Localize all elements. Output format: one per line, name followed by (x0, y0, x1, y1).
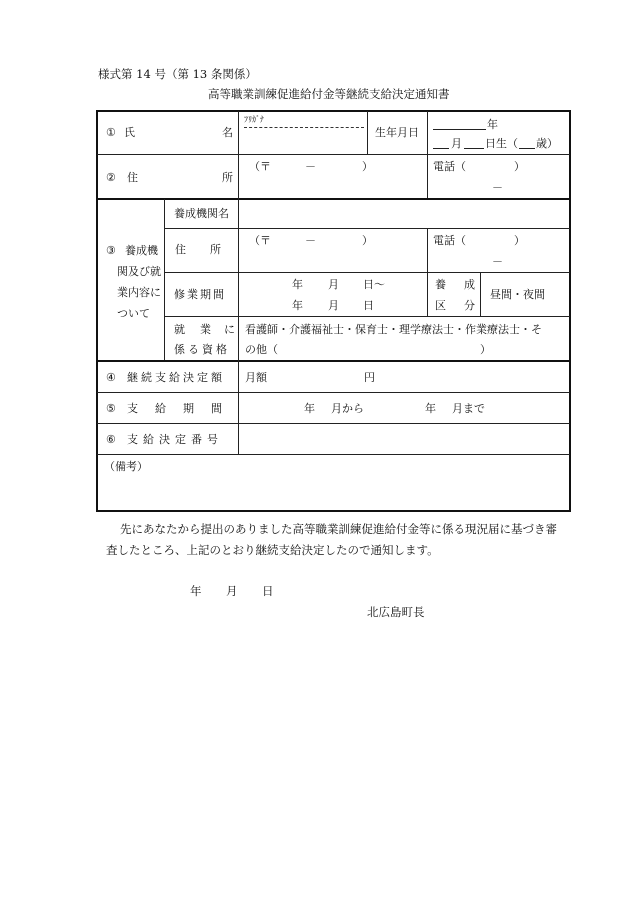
row3-label-line4: ついて (117, 307, 150, 320)
facility-postal-open: （〒 (249, 234, 271, 247)
qualification-options-line1: 看護師・介護福祉士・保育士・理学療法士・作業療法士・そ (245, 323, 542, 336)
decision-number-label: 支給決定番号 (127, 433, 223, 446)
birth-day-field[interactable] (464, 148, 484, 149)
phone-label: 電話（ (433, 160, 466, 173)
division-value: 昼間・夜間 (490, 288, 545, 301)
row3-label-line2: 関及び就 (117, 265, 161, 278)
amount-unit: 円 (364, 371, 375, 384)
row6-number: ⑥ (106, 433, 116, 446)
row3-label-line1: 養成機 (125, 244, 158, 257)
phone-close: ） (514, 160, 525, 173)
remarks-field[interactable] (99, 474, 567, 508)
payment-to-year: 年 (425, 402, 436, 415)
form-number: 様式第 14 号（第 13 条関係） (98, 67, 257, 81)
period-from-month: 月 (328, 278, 339, 291)
continued-amount-label: 継続支給決定額 (127, 371, 225, 384)
form-title: 高等職業訓練促進給付金等継続支給決定通知書 (208, 87, 450, 101)
division-label-2: 成 (464, 278, 475, 291)
payment-period-label: 支給期間 (127, 402, 239, 415)
date-month: 月 (226, 584, 238, 598)
birth-day-suffix: 日生（ (485, 137, 518, 150)
remarks-label: （備考） (104, 460, 148, 473)
birthdate-label: 生年月日 (375, 126, 419, 139)
postal-code-open: （〒 (249, 160, 271, 173)
furigana-label: ﾌﾘｶﾞﾅ (244, 115, 264, 124)
division-label-3: 区 (435, 299, 446, 312)
study-period-label: 修業期間 (174, 288, 226, 301)
facility-phone-close: ） (514, 234, 525, 247)
division-label-4: 分 (464, 299, 475, 312)
period-to-month: 月 (328, 299, 339, 312)
qualification-label-3: に (224, 323, 235, 336)
birth-year-suffix: 年 (487, 118, 498, 131)
notice-line1: 先にあなたから提出のありました高等職業訓練促進給付金等に係る現況届に基づき審 (120, 522, 557, 536)
facility-address-label-first: 住 (175, 243, 186, 256)
qualification-options-line2: の他（ (245, 343, 278, 356)
facility-phone-label: 電話（ (433, 234, 466, 247)
period-to-year: 年 (292, 299, 303, 312)
period-to-day: 日 (363, 299, 374, 312)
row3-number: ③ (106, 244, 116, 257)
issuer-name: 北広島町長 (367, 605, 425, 619)
birth-year-field[interactable] (433, 129, 486, 130)
birth-month-field[interactable] (433, 148, 449, 149)
address-label-first: 住 (127, 171, 138, 184)
payment-to-month: 月まで (452, 402, 485, 415)
name-label-second: 名 (222, 126, 233, 139)
age-suffix: 歳） (536, 137, 558, 150)
furigana-field[interactable] (244, 127, 364, 128)
age-field[interactable] (519, 148, 535, 149)
qualification-label-2: 業 (200, 323, 211, 336)
row5-number: ⑤ (106, 402, 116, 415)
row1-number: ① (106, 126, 116, 139)
qualification-label-1: 就 (174, 323, 185, 336)
facility-phone-dash: － (492, 255, 503, 268)
payment-from-year: 年 (304, 402, 315, 415)
notice-line2: 査したところ、上記のとおり継続支給決定したので通知します。 (106, 543, 439, 557)
qualification-label-4: 係る資格 (174, 343, 230, 356)
address-label-second: 所 (222, 171, 233, 184)
facility-postal-close: ） (362, 234, 373, 247)
facility-name-label: 養成機関名 (174, 207, 229, 220)
monthly-amount-prefix: 月額 (245, 371, 267, 384)
division-label-1: 養 (435, 278, 446, 291)
row4-number: ④ (106, 371, 116, 384)
birth-month-suffix: 月 (451, 137, 462, 150)
date-year: 年 (190, 584, 202, 598)
payment-from-month: 月から (331, 402, 364, 415)
period-from-year: 年 (292, 278, 303, 291)
facility-address-label-second: 所 (210, 243, 221, 256)
postal-code-close: ） (362, 160, 373, 173)
row2-number: ② (106, 171, 116, 184)
facility-postal-dash: － (305, 234, 316, 247)
period-from-day: 日～ (363, 278, 385, 291)
row3-label-line3: 業内容に (117, 286, 161, 299)
phone-dash: － (492, 181, 503, 194)
date-day: 日 (262, 584, 274, 598)
name-label-first: 氏 (124, 126, 135, 139)
postal-code-dash: － (305, 160, 316, 173)
qualification-close: ） (480, 343, 491, 356)
